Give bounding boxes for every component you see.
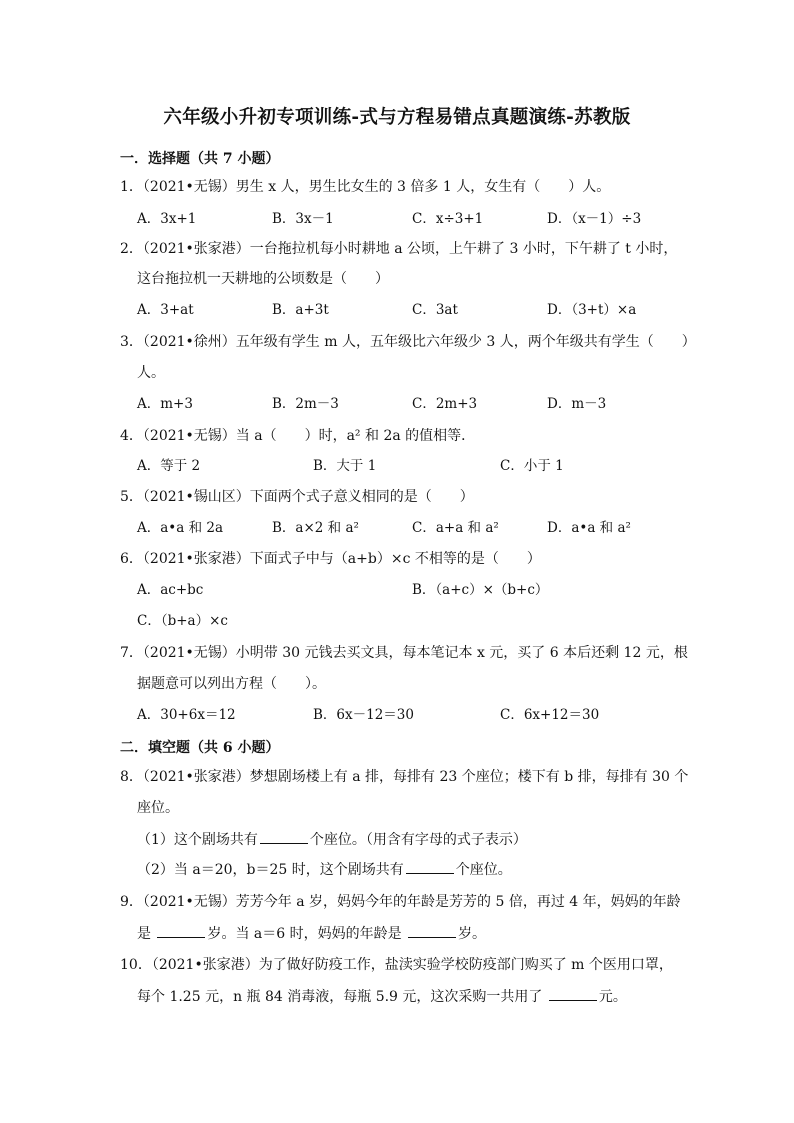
question-8-stem-line2: 座位。 bbox=[137, 800, 179, 816]
question-2-option-d: D．（3+t）×a bbox=[547, 302, 637, 318]
question-5-option-b: B．a×2 和 a² bbox=[272, 520, 359, 536]
question-7-option-c: C．6x+12＝30 bbox=[500, 707, 600, 723]
question-4-option-a: A．等于 2 bbox=[137, 458, 201, 474]
question-2-stem-line2: 这台拖拉机一天耕地的公顷数是（ ） bbox=[137, 271, 389, 287]
question-10-stem-line2: 每个 1.25 元，n 瓶 84 消毒液，每瓶 5.9 元，这次采购一共用了 元。 bbox=[137, 989, 627, 1005]
answer-blank[interactable] bbox=[157, 925, 205, 938]
question-3-stem-line2: 人。 bbox=[137, 365, 165, 381]
question-1-option-b: B．3x－1 bbox=[272, 211, 334, 227]
question-2-option-b: B．a+3t bbox=[272, 302, 329, 318]
question-5-stem: 5．（2021•锡山区）下面两个式子意义相同的是（ ） bbox=[120, 489, 474, 505]
question-5-option-a: A．a•a 和 2a bbox=[137, 520, 224, 536]
question-2-option-c: C．3at bbox=[412, 302, 458, 318]
question-7-stem-line1: 7．（2021•无锡）小明带 30 元钱去买文具，每本笔记本 x 元，买了 6 本后还剩 12 元，根 bbox=[120, 645, 688, 661]
question-7-option-a: A．30+6x＝12 bbox=[137, 707, 236, 723]
question-7-stem-line2: 据题意可以列出方程（ ）。 bbox=[137, 676, 326, 692]
answer-blank[interactable] bbox=[260, 831, 308, 844]
question-4-stem: 4．（2021•无锡）当 a（ ）时，a² 和 2a 的值相等． bbox=[120, 428, 476, 444]
answer-blank[interactable] bbox=[549, 988, 597, 1001]
answer-blank[interactable] bbox=[406, 861, 454, 874]
question-6-option-a: A．ac+bc bbox=[137, 582, 204, 598]
question-3-option-d: D．m－3 bbox=[547, 396, 607, 412]
question-4-option-c: C．小于 1 bbox=[500, 458, 564, 474]
question-2-option-a: A．3+at bbox=[137, 302, 194, 318]
question-9-stem-line2: 是 岁。当 a＝6 时，妈妈的年龄是 岁。 bbox=[137, 926, 487, 942]
question-5-option-d: D．a•a 和 a² bbox=[547, 520, 631, 536]
question-1-option-c: C．x÷3+1 bbox=[412, 211, 484, 227]
question-10-stem-line1: 10．（2021•张家港）为了做好防疫工作，盐渎实验学校防疫部门购买了 m 个医用口罩， bbox=[120, 957, 673, 973]
question-8-part-2: （2）当 a＝20，b＝25 时，这个剧场共有 个座位。 bbox=[137, 862, 512, 878]
question-2-stem-line1: 2．（2021•张家港）一台拖拉机每小时耕地 a 公顷，上午耕了 3 小时，下午耕了 t 小时， bbox=[120, 241, 678, 257]
question-7-option-b: B．6x－12＝30 bbox=[313, 707, 414, 723]
question-8-stem-line1: 8．（2021•张家港）梦想剧场楼上有 a 排，每排有 23 个座位；楼下有 b 排，每排有 30 个 bbox=[120, 769, 689, 785]
question-3-option-b: B．2m－3 bbox=[272, 396, 339, 412]
question-1-option-a: A．3x+1 bbox=[137, 211, 197, 227]
question-3-stem-line1: 3．（2021•徐州）五年级有学生 m 人，五年级比六年级少 3 人，两个年级共有学生（ ） bbox=[120, 334, 696, 350]
question-1-stem: 1．（2021•无锡）男生 x 人，男生比女生的 3 倍多 1 人，女生有（ ）人。 bbox=[120, 179, 611, 195]
question-3-option-c: C．2m+3 bbox=[412, 396, 478, 412]
section-heading-choice: 一．选择题（共 7 小题） bbox=[120, 151, 280, 167]
question-5-option-c: C．a+a 和 a² bbox=[412, 520, 499, 536]
section-heading-fill: 二．填空题（共 6 小题） bbox=[120, 740, 280, 756]
question-6-option-b: B．（a+c）×（b+c） bbox=[412, 582, 549, 598]
question-3-option-a: A．m+3 bbox=[137, 396, 193, 412]
question-6-stem: 6．（2021•张家港）下面式子中与（a+b）×c 不相等的是（ ） bbox=[120, 551, 541, 567]
answer-blank[interactable] bbox=[408, 925, 456, 938]
question-9-stem-line1: 9．（2021•无锡）芳芳今年 a 岁，妈妈今年的年龄是芳芳的 5 倍，再过 4 年，妈妈的年龄 bbox=[120, 894, 681, 910]
question-4-option-b: B．大于 1 bbox=[313, 458, 377, 474]
question-1-option-d: D．（x－1）÷3 bbox=[547, 211, 642, 227]
question-6-option-c: C．（b+a）×c bbox=[137, 613, 228, 629]
page-title: 六年级小升初专项训练-式与方程易错点真题演练-苏教版 bbox=[163, 107, 631, 128]
question-8-part-1: （1）这个剧场共有 个座位。（用含有字母的式子表示） bbox=[137, 832, 527, 848]
